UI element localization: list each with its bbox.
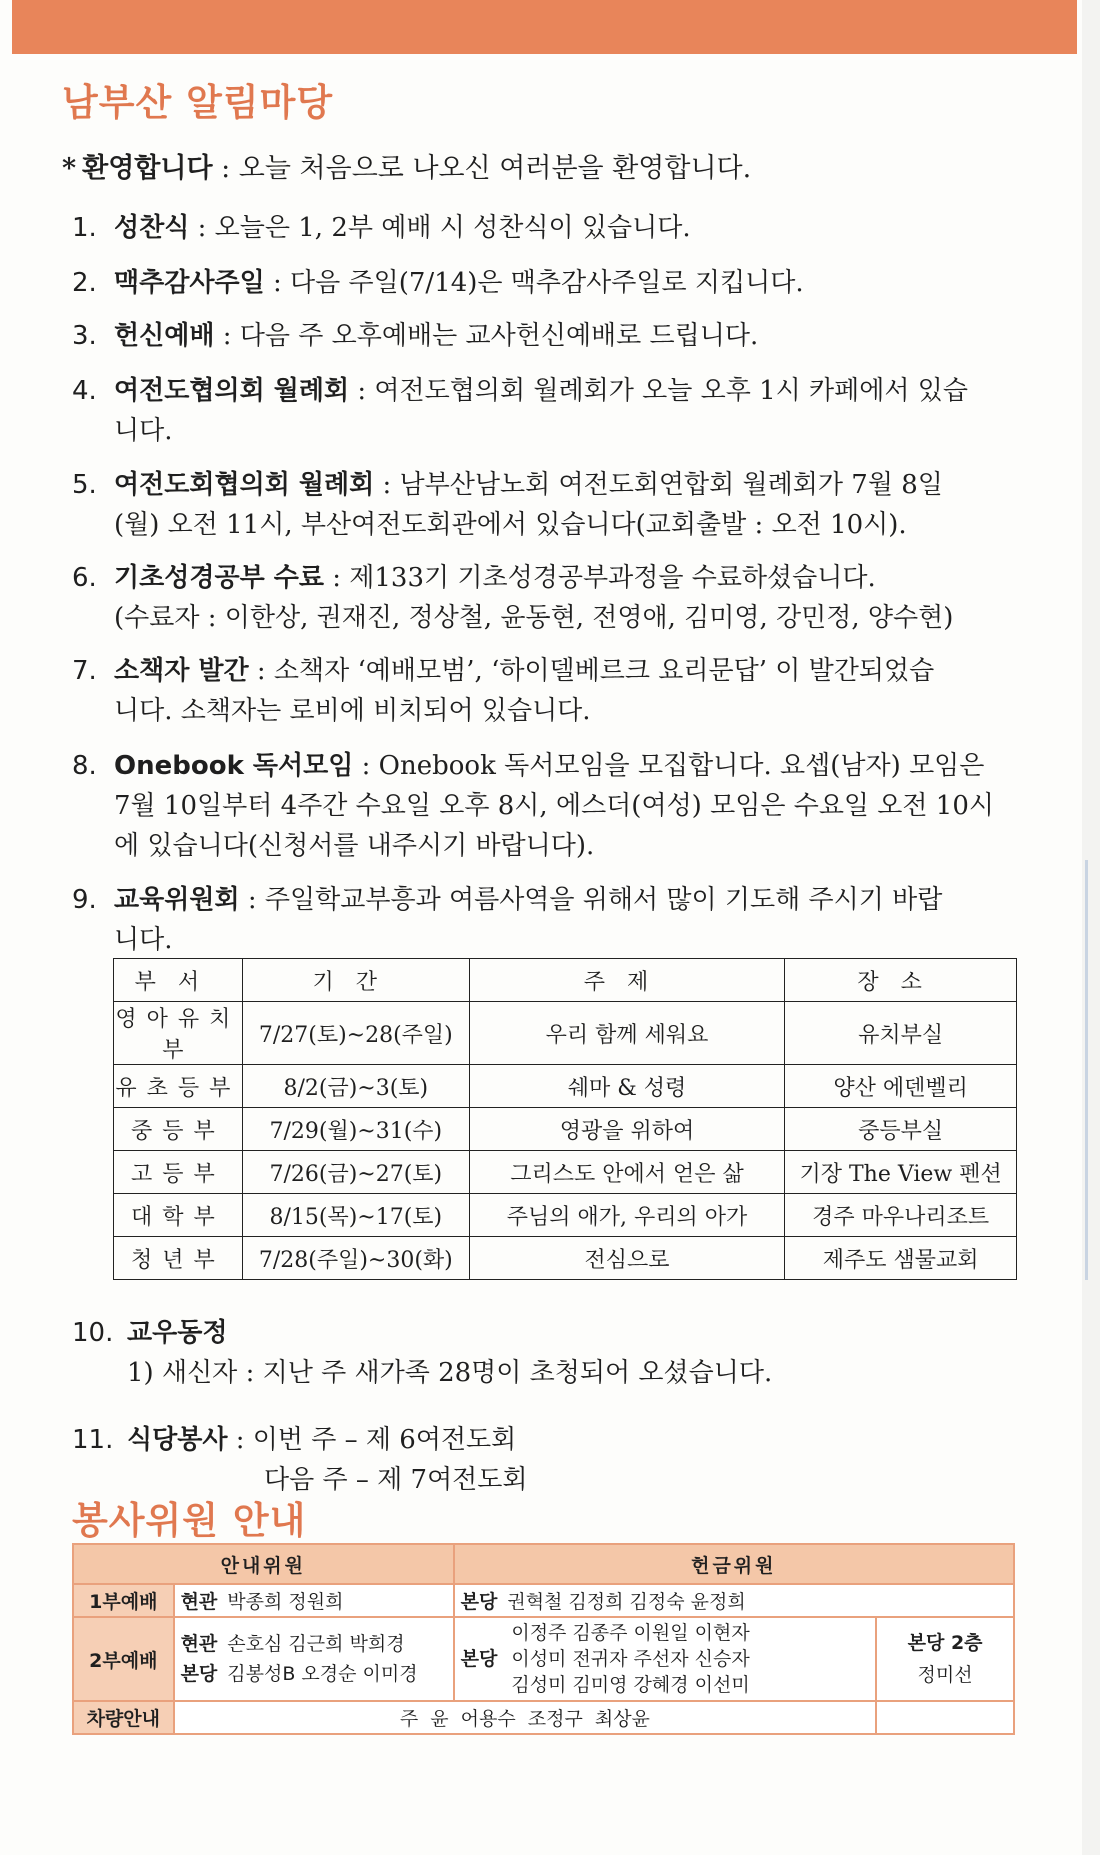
bullet-star: * (62, 153, 77, 184)
item-label: 교육위원회 (114, 885, 240, 915)
item-text: : 다음 주일(7/14)은 맥추감사주일로 지킵니다. (264, 268, 804, 298)
notice-item-6 (72, 558, 1012, 638)
dept-cell: 고등부 (114, 1151, 243, 1194)
item-number: 9. (72, 885, 97, 915)
item-label: 교우동정 (127, 1318, 228, 1348)
names: 이성미 전귀자 주선자 신승자 (511, 1648, 750, 1670)
item-label: 소책자 발간 (114, 656, 249, 686)
names: 이정주 김종주 이원일 이현자 (511, 1622, 750, 1644)
welcome-line (62, 146, 751, 185)
item-text-cont: (월) 오전 11시, 부산여전도회관에서 있습니다(교회출발 : 오전 10시). (114, 510, 907, 540)
notice-item-1 (72, 208, 1012, 248)
theme-cell: 쉐마 & 성령 (469, 1065, 785, 1108)
service-label: 1부예배 (73, 1584, 174, 1617)
item-text: : 제133기 기초성경공부과정을 수료하셨습니다. (323, 563, 876, 593)
item-text: : 다음 주 오후예배는 교사헌신예배로 드립니다. (214, 321, 759, 351)
header-cell: 부서 (114, 959, 243, 1002)
place-label: 현관 (180, 1591, 218, 1613)
item-label: 여전도회협의회 월례회 (114, 470, 375, 500)
item-text-cont: 에 있습니다(신청서를 내주시기 바랍니다). (114, 831, 595, 861)
offering-cell (454, 1584, 1014, 1617)
item-text: : 이번 주 – 제 6여전도회 (227, 1425, 517, 1455)
item-text-cont: 다음 주 – 제 7여전도회 (264, 1465, 528, 1495)
top-header-bar (12, 0, 1077, 54)
item-label: 식당봉사 (127, 1425, 228, 1455)
place-cell: 유치부실 (785, 1002, 1017, 1065)
item-label: 성찬식 (114, 213, 190, 243)
notice-item-8 (72, 746, 1012, 866)
welcome-text: : 오늘 처음으로 나오신 여러분을 환영합니다. (212, 153, 752, 184)
item-number: 7. (72, 656, 97, 686)
place-label: 현관 (180, 1633, 218, 1655)
notice-item-2 (72, 263, 1012, 303)
table-header-row (114, 959, 1017, 1002)
offering-cell (454, 1617, 877, 1701)
place-cell: 기장 The View 펜션 (785, 1151, 1017, 1194)
item-text: : 남부산남노회 여전도회연합회 월례회가 7월 8일 (374, 470, 943, 500)
item-number: 5. (72, 470, 97, 500)
item-label: Onebook 독서모임 (114, 751, 354, 781)
names: 권혁철 김정희 김정숙 윤정희 (507, 1591, 746, 1613)
notice-item-5 (72, 465, 1012, 545)
education-schedule-table (113, 958, 1017, 1280)
place-cell: 중등부실 (785, 1108, 1017, 1151)
usher-cell (174, 1584, 454, 1617)
notice-item-10 (72, 1313, 1012, 1393)
place-label: 본당 (180, 1663, 218, 1685)
item-text-cont: 7월 10일부터 4주간 수요일 오후 8시, 에스더(여성) 모임은 수요일 오전 10시 (114, 791, 995, 821)
names: 박종희 정원희 (227, 1591, 344, 1613)
volunteer-title: 봉사위원 안내 (72, 1499, 307, 1542)
item-label: 헌신예배 (114, 321, 215, 351)
item-number: 4. (72, 376, 97, 406)
item-text-cont: 니다. (114, 925, 173, 955)
names: 손호심 김근희 박희경 (227, 1633, 405, 1655)
place-cell: 경주 마우나리조트 (785, 1194, 1017, 1237)
place-label: 본당 2층 (907, 1632, 983, 1654)
welcome-label: 환영합니다 (82, 153, 213, 184)
table-row (114, 1002, 1017, 1065)
table-row (114, 1237, 1017, 1280)
item-text: : 소책자 ‘예배모범’, ‘하이델베르크 요리문답’ 이 발간되었습 (248, 656, 935, 686)
item-number: 3. (72, 321, 97, 351)
place-label: 본당 (460, 1648, 498, 1670)
volunteer-header-row (73, 1544, 1014, 1584)
theme-cell: 주님의 애가, 우리의 아가 (469, 1194, 785, 1237)
period-cell: 7/26(금)~27(토) (242, 1151, 469, 1194)
theme-cell: 영광을 위하여 (469, 1108, 785, 1151)
table-row (114, 1108, 1017, 1151)
item-label: 기초성경공부 수료 (114, 563, 324, 593)
period-cell: 8/2(금)~3(토) (242, 1065, 469, 1108)
item-number: 1. (72, 213, 97, 243)
notice-item-3 (72, 316, 1012, 356)
item-number: 6. (72, 563, 97, 593)
names: 정미선 (917, 1664, 973, 1686)
dept-cell: 중등부 (114, 1108, 243, 1151)
theme-cell: 그리스도 안에서 얻은 삶 (469, 1151, 785, 1194)
header-cell: 장소 (785, 959, 1017, 1002)
place-cell: 양산 에덴벨리 (785, 1065, 1017, 1108)
dept-cell: 청년부 (114, 1237, 243, 1280)
notice-item-7 (72, 651, 1012, 731)
theme-cell: 전심으로 (469, 1237, 785, 1280)
table-row (114, 1194, 1017, 1237)
volunteer-row-3 (73, 1701, 1014, 1734)
service-label: 2부예배 (73, 1617, 174, 1701)
extra-cell (876, 1617, 1014, 1701)
dept-cell: 유초등부 (114, 1065, 243, 1108)
usher-header: 안내위원 (73, 1544, 454, 1584)
names: 김봉성B 오경순 이미경 (227, 1663, 418, 1685)
item-label: 맥추감사주일 (114, 268, 265, 298)
dept-cell: 대학부 (114, 1194, 243, 1237)
period-cell: 7/27(토)~28(주일) (242, 1002, 469, 1065)
page-edge (1082, 0, 1100, 1855)
dept-cell: 영아유치부 (114, 1002, 243, 1065)
table-row (114, 1065, 1017, 1108)
item-text: : Onebook 독서모임을 모집합니다. 요셉(남자) 모임은 (353, 751, 985, 781)
period-cell: 7/29(월)~31(수) (242, 1108, 469, 1151)
table-row (114, 1151, 1017, 1194)
volunteer-row-2 (73, 1617, 1014, 1701)
names: 김성미 김미영 강혜경 이선미 (511, 1674, 750, 1696)
period-cell: 8/15(목)~17(토) (242, 1194, 469, 1237)
usher-cell (174, 1617, 454, 1701)
item-text: : 오늘은 1, 2부 예배 시 성찬식이 있습니다. (189, 213, 691, 243)
notice-item-11 (72, 1420, 1012, 1500)
period-cell: 7/28(주일)~30(화) (242, 1237, 469, 1280)
header-cell: 기간 (242, 959, 469, 1002)
offering-header: 헌금위원 (454, 1544, 1014, 1584)
item-number: 2. (72, 268, 97, 298)
item-text-cont: (수료자 : 이한상, 권재진, 정상철, 윤동현, 전영애, 김미영, 강민정, 양수현) (114, 603, 954, 633)
notice-item-4 (72, 371, 1012, 451)
place-label: 본당 (460, 1591, 498, 1613)
item-number: 10. (72, 1318, 114, 1348)
edge-stripe (1085, 860, 1088, 1280)
item-text-cont: 니다. (114, 416, 173, 446)
header-cell: 주제 (469, 959, 785, 1002)
volunteer-row-1 (73, 1584, 1014, 1617)
empty-cell (876, 1701, 1014, 1734)
theme-cell: 우리 함께 세워요 (469, 1002, 785, 1065)
service-label: 차량안내 (73, 1701, 174, 1734)
item-text-cont: 1) 새신자 : 지난 주 새가족 28명이 초청되어 오셨습니다. (127, 1358, 773, 1388)
vehicle-cell: 주 윤 어용수 조정구 최상윤 (174, 1701, 877, 1734)
notice-title: 남부산 알림마당 (62, 81, 334, 124)
notice-item-9 (72, 880, 1012, 960)
item-text: : 주일학교부흥과 여름사역을 위해서 많이 기도해 주시기 바랍 (239, 885, 943, 915)
place-cell: 제주도 샘물교회 (785, 1237, 1017, 1280)
item-text: : 여전도협의회 월례회가 오늘 오후 1시 카페에서 있습 (349, 376, 968, 406)
item-number: 8. (72, 751, 97, 781)
item-number: 11. (72, 1425, 114, 1455)
item-text-cont: 니다. 소책자는 로비에 비치되어 있습니다. (114, 696, 591, 726)
item-label: 여전도협의회 월례회 (114, 376, 350, 406)
volunteer-table (72, 1543, 1015, 1735)
